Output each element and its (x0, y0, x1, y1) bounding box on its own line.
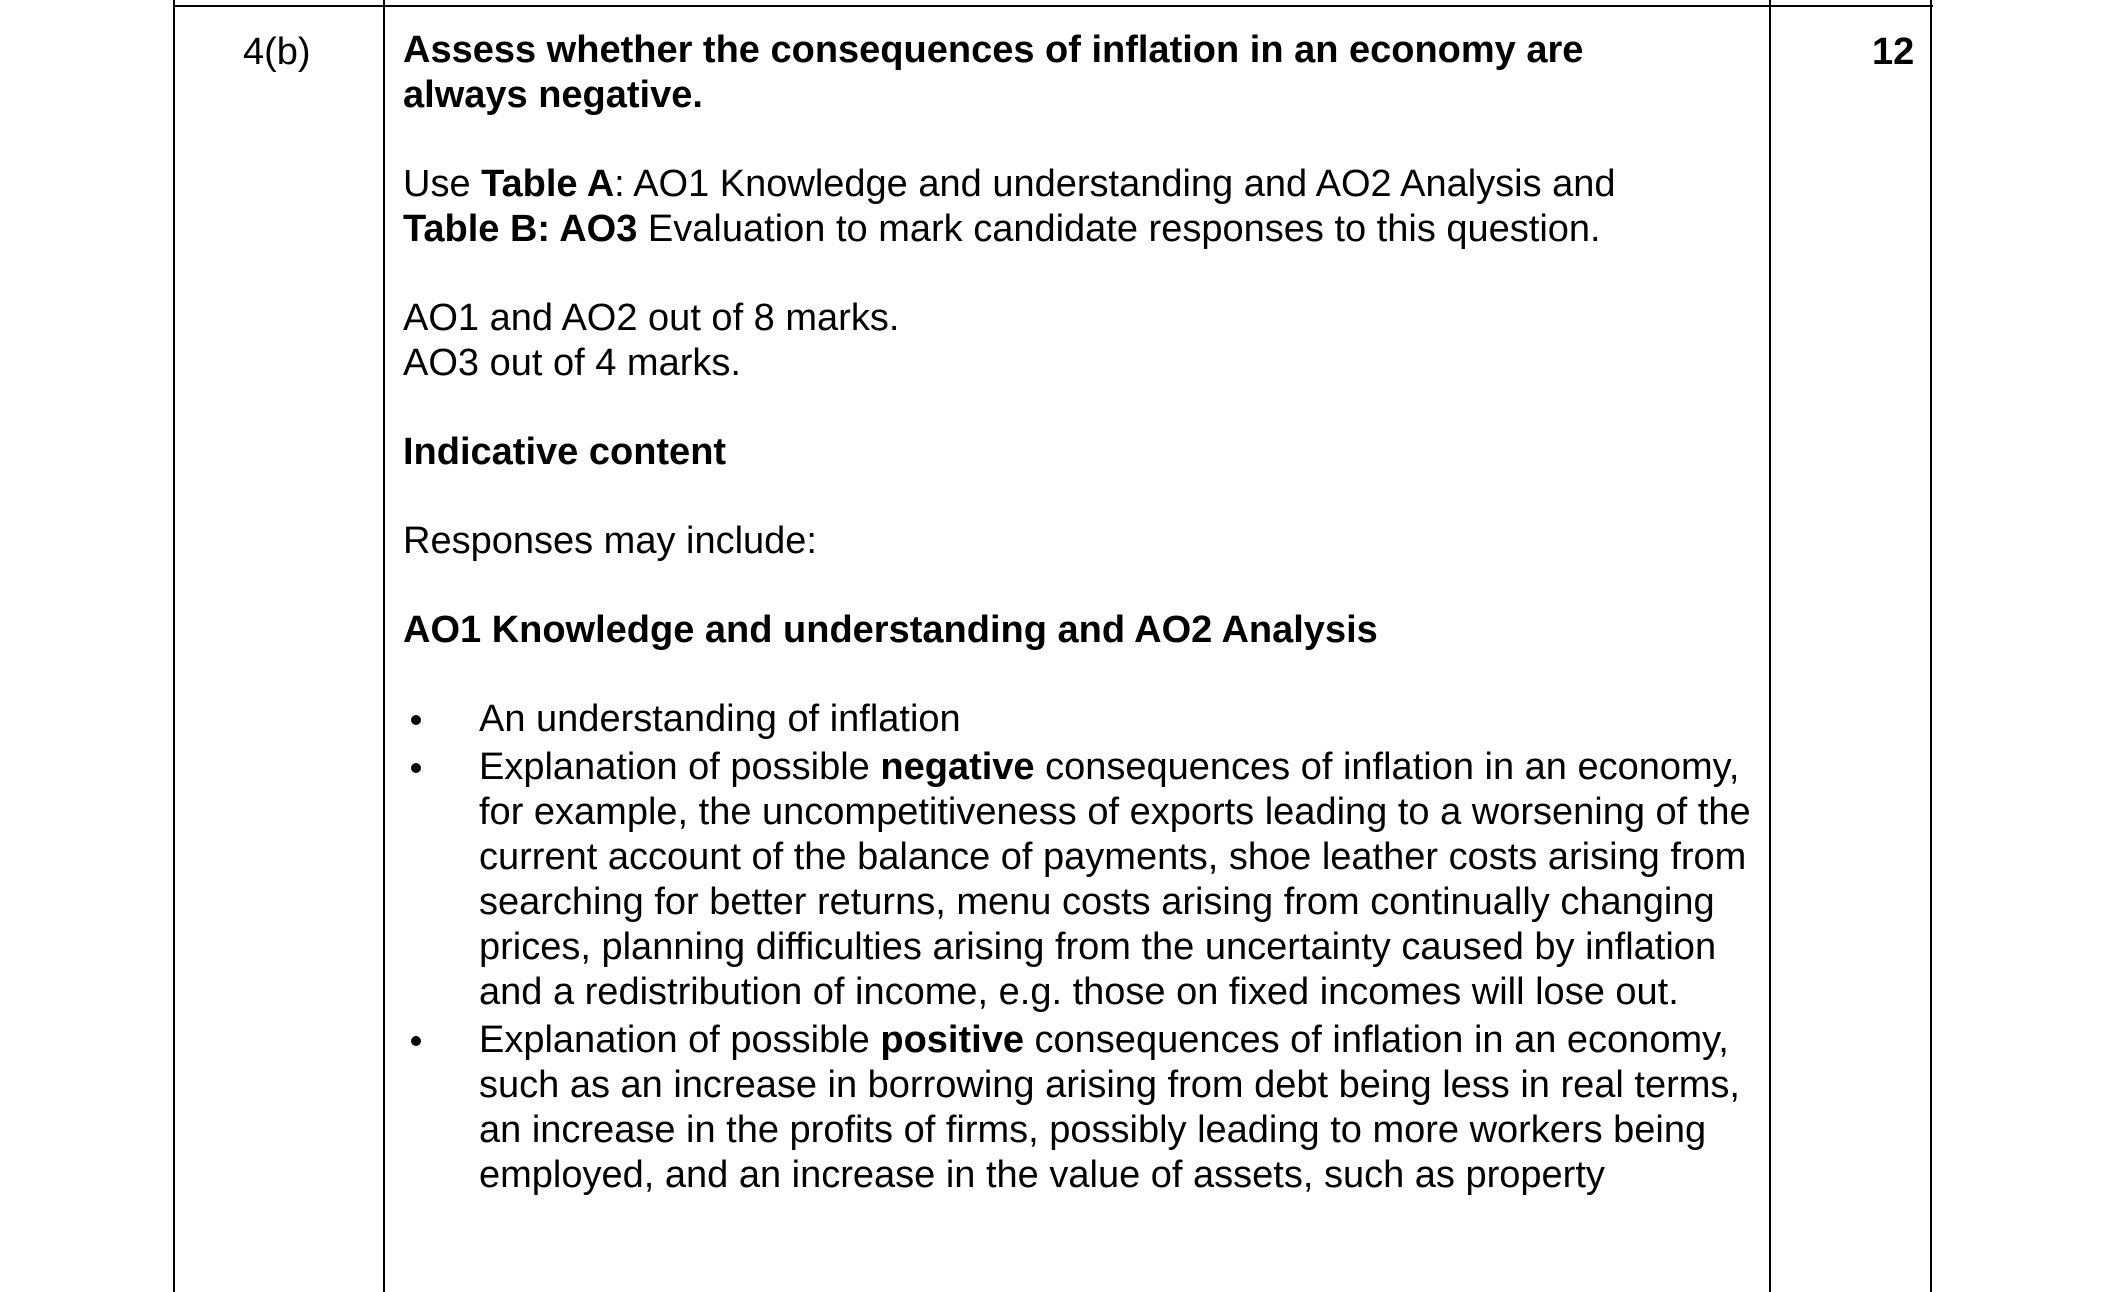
bullet-emphasis: negative (880, 746, 1035, 788)
bullet-text-post: consequences of inflation in an economy, for example, the uncompetitiveness of exports leading to a worsening of the current account of the balance of payments, shoe leather costs arising from searching for better returns, menu costs arising from continually changing prices, planning difficulties arising from the uncertainty caused by inflation and a redistribution of income, e.g. those on fixed incomes will lose out. (479, 746, 1751, 1013)
bullet-text-post: consequences of inflation in an economy, such as an increase in borrowing arising from debt being less in real terms, an increase in the profits of firms, possibly leading to more workers being employed, and an increase in the value of assets, such as property (479, 1019, 1740, 1196)
use-prefix: Use (403, 163, 482, 205)
question-marks: 12 (1872, 31, 1915, 73)
bullet-icon (411, 715, 421, 725)
bullet-text-pre: Explanation of possible (479, 746, 881, 788)
question-title (403, 28, 1763, 118)
marks-split (403, 296, 1763, 386)
marks-split-ao3: AO3 out of 4 marks. (403, 342, 741, 384)
question-title-line2: always negative. (403, 74, 703, 116)
table-b-label: Table B: AO3 (403, 208, 638, 250)
list-item (403, 697, 1763, 742)
marks-split-ao1-ao2: AO1 and AO2 out of 8 marks. (403, 297, 900, 339)
table-border-right (1930, 0, 1932, 1292)
table-a-desc: : AO1 Knowledge and understanding and AO2 Analysis and (614, 163, 1616, 205)
table-a-label: Table A (481, 163, 615, 205)
table-border-left (173, 0, 175, 1292)
table-border-top (173, 5, 1933, 7)
table-b-desc: Evaluation to mark candidate responses to this question. (637, 208, 1601, 250)
question-title-line1: Assess whether the consequences of inflation in an economy are (403, 29, 1584, 71)
question-number: 4(b) (243, 31, 311, 73)
table-border-marks-col (1769, 0, 1771, 1292)
list-item (403, 745, 1763, 1015)
responses-intro: Responses may include: (403, 520, 817, 562)
marking-instructions (403, 162, 1763, 252)
table-border-question-col (383, 0, 385, 1292)
list-item (403, 1018, 1763, 1198)
indicative-content-heading: Indicative content (403, 431, 727, 473)
bullet-text-pre: Explanation of possible (479, 1019, 881, 1061)
ao1-ao2-heading: AO1 Knowledge and understanding and AO2 Analysis (403, 609, 1378, 651)
indicative-points-list (403, 697, 1763, 1198)
bullet-icon (411, 763, 421, 773)
bullet-text: An understanding of inflation (479, 698, 961, 740)
question-content (403, 28, 1763, 1201)
bullet-icon (411, 1036, 421, 1046)
bullet-emphasis: positive (880, 1019, 1024, 1061)
